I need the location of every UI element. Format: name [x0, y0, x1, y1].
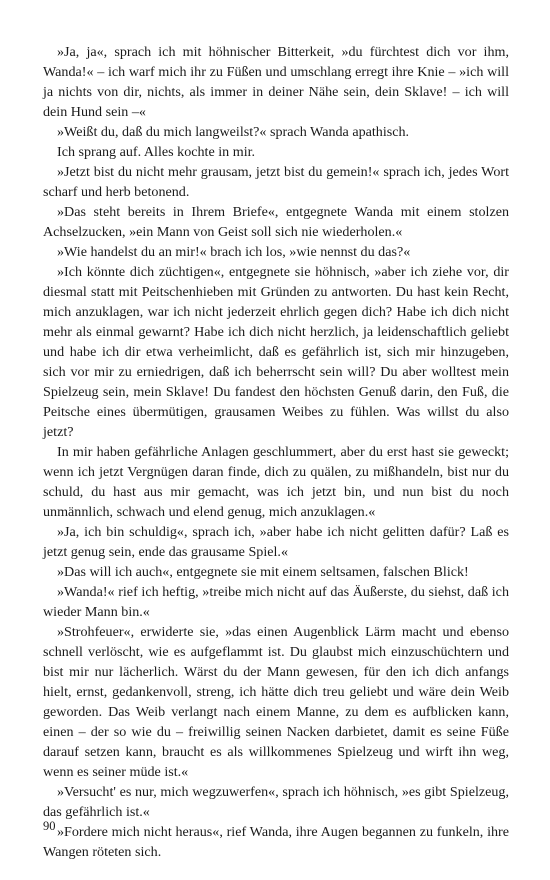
paragraph-6: »Wie handelst du an mir!« brach ich los, »wie nennst du das?« — [57, 244, 411, 260]
paragraph-14: »Fordere mich nicht heraus«, rief Wanda, ihre Augen begannen zu funkeln, ihre Wangen röteten sich. — [43, 824, 509, 860]
paragraph-12: »Strohfeuer«, erwiderte sie, »das einen Augenblick Lärm macht und ebenso schnell verlöscht, wie es aufgeflammt ist. Du glaubst mich einzuschüchtern und bist mir nur lächerlich. Wärst du der Mann gewesen, für den ich dich anfangs hielt, ernst, gedankenvoll, streng, ich hätte dich treu geliebt und wäre dein Weib geworden. Das Weib verlangt nach einem Manne, zu dem es aufblicken kann, einen – der so wie du – freiwillig seinen Nacken darbietet, damit es seine Füße darauf setzen kann, braucht es als willkommenes Spielzeug und wirft ihn weg, wenn es seiner müde ist.« — [43, 624, 509, 780]
paragraph-5: »Das steht bereits in Ihrem Briefe«, entgegnete Wanda mit einem stolzen Achselzucken, »ein Mann von Geist soll sich nie wiederholen.« — [43, 204, 509, 240]
paragraph-2: »Weißt du, daß du mich langweilst?« sprach Wanda apathisch. — [57, 124, 410, 140]
paragraph-1: »Ja, ja«, sprach ich mit höhnischer Bitterkeit, »du fürchtest dich vor ihm, Wanda!« – ich warf mich ihr zu Füßen und umschlang erregt ihre Knie – »ich will ja nichts von dir, nichts, als immer in deiner Nähe sein, dein Sklave! – ich will dein Hund sein –« — [43, 44, 509, 120]
paragraph-4: »Jetzt bist du nicht mehr grausam, jetzt bist du gemein!« sprach ich, jedes Wort scharf und herb betonend. — [43, 164, 509, 200]
paragraph-8: In mir haben gefährliche Anlagen geschlummert, aber du erst hast sie geweckt; wenn ich jetzt Vergnügen daran finde, dich zu quälen, zu mißhandeln, bist nur du schuld, du hast aus mir gemacht, was ich jetzt bin, und nun bist du noch unmännlich, schwach und elend genug, mich anzuklagen.« — [43, 444, 509, 520]
paragraph-9: »Ja, ich bin schuldig«, sprach ich, »aber habe ich nicht gelitten dafür? Laß es jetzt genug sein, ende das grausame Spiel.« — [43, 524, 509, 560]
paragraph-7: »Ich könnte dich züchtigen«, entgegnete sie höhnisch, »aber ich ziehe vor, dir diesmal statt mit Peitschenhieben mit Gründen zu antworten. Du hast kein Recht, mich anzuklagen, war ich nicht jederzeit ehrlich gegen dich? Habe ich dich nicht mehr als einmal gewarnt? Habe ich dich nicht herzlich, ja leidenschaftlich geliebt und habe ich dir etwa verheimlicht, daß es gefährlich ist, sich mir hinzugeben, sich vor mir zu erniedrigen, daß ich beherrscht sein will? Du aber wolltest mein Spielzeug sein, mein Sklave! Du fandest den höchsten Genuß darin, den Fuß, die Peitsche eines übermütigen, grausamen Weibes zu fühlen. Was willst du also jetzt? — [43, 264, 509, 440]
paragraph-13: »Versucht' es nur, mich wegzuwerfen«, sprach ich höhnisch, »es gibt Spielzeug, das gefährlich ist.« — [43, 784, 509, 820]
paragraph-3: Ich sprang auf. Alles kochte in mir. — [57, 144, 256, 160]
paragraph-10: »Das will ich auch«, entgegnete sie mit einem seltsamen, falschen Blick! — [57, 564, 469, 580]
paragraph-11: »Wanda!« rief ich heftig, »treibe mich nicht auf das Äußerste, du siehst, daß ich wieder Mann bin.« — [43, 584, 509, 620]
page-number: 90 — [43, 819, 56, 833]
page-body — [43, 42, 509, 862]
